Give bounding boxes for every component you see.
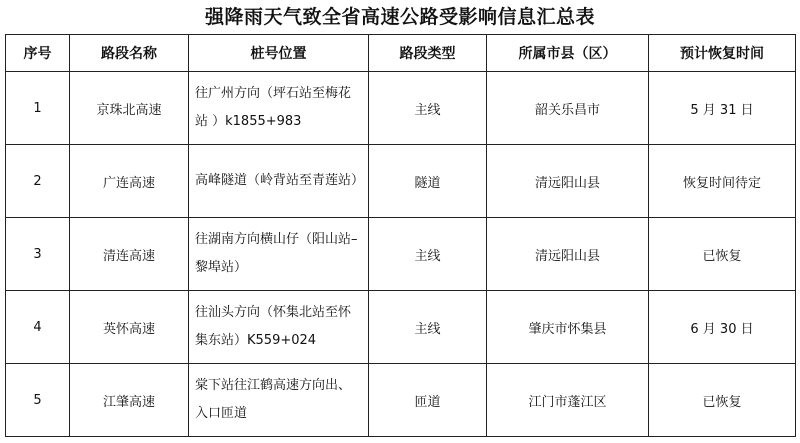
cell-no: 2 <box>6 145 70 218</box>
header-road-type: 路段类型 <box>369 35 487 72</box>
cell-location: 往湖南方向横山仔（阳山站–黎埠站） <box>189 218 369 291</box>
header-location: 桩号位置 <box>189 35 369 72</box>
table-row <box>6 218 796 291</box>
cell-area: 肇庆市怀集县 <box>487 291 649 364</box>
table-row <box>6 364 796 437</box>
cell-recovery-time: 恢复时间待定 <box>649 145 796 218</box>
cell-road-name: 京珠北高速 <box>70 72 189 145</box>
header-area: 所属市县（区） <box>487 35 649 72</box>
cell-no: 3 <box>6 218 70 291</box>
cell-road-type: 匝道 <box>369 364 487 437</box>
cell-location: 高峰隧道（岭背站至青莲站） <box>189 145 369 218</box>
cell-recovery-time: 6 月 30 日 <box>649 291 796 364</box>
cell-road-name: 江肇高速 <box>70 364 189 437</box>
cell-no: 1 <box>6 72 70 145</box>
table-row <box>6 291 796 364</box>
cell-location: 往汕头方向（怀集北站至怀集东站）K559+024 <box>189 291 369 364</box>
table-row <box>6 145 796 218</box>
cell-road-type: 主线 <box>369 218 487 291</box>
table-row <box>6 72 796 145</box>
cell-recovery-time: 已恢复 <box>649 218 796 291</box>
table-title: 强降雨天气致全省高速公路受影响信息汇总表 <box>204 6 595 28</box>
cell-road-name: 英怀高速 <box>70 291 189 364</box>
cell-recovery-time: 5 月 31 日 <box>649 72 796 145</box>
header-recovery-time: 预计恢复时间 <box>649 35 796 72</box>
cell-road-name: 广连高速 <box>70 145 189 218</box>
info-table <box>5 34 796 437</box>
header-no: 序号 <box>6 35 70 72</box>
cell-area: 清远阳山县 <box>487 145 649 218</box>
header-row <box>6 35 796 72</box>
cell-road-type: 隧道 <box>369 145 487 218</box>
cell-road-type: 主线 <box>369 72 487 145</box>
cell-area: 韶关乐昌市 <box>487 72 649 145</box>
cell-no: 4 <box>6 291 70 364</box>
cell-recovery-time: 已恢复 <box>649 364 796 437</box>
header-road-name: 路段名称 <box>70 35 189 72</box>
cell-area: 清远阳山县 <box>487 218 649 291</box>
cell-road-name: 清连高速 <box>70 218 189 291</box>
cell-location: 棠下站往江鹤高速方向出、入口匝道 <box>189 364 369 437</box>
cell-no: 5 <box>6 364 70 437</box>
cell-area: 江门市蓬江区 <box>487 364 649 437</box>
cell-road-type: 主线 <box>369 291 487 364</box>
cell-location: 往广州方向（坪石站至梅花站 ）k1855+983 <box>189 72 369 145</box>
